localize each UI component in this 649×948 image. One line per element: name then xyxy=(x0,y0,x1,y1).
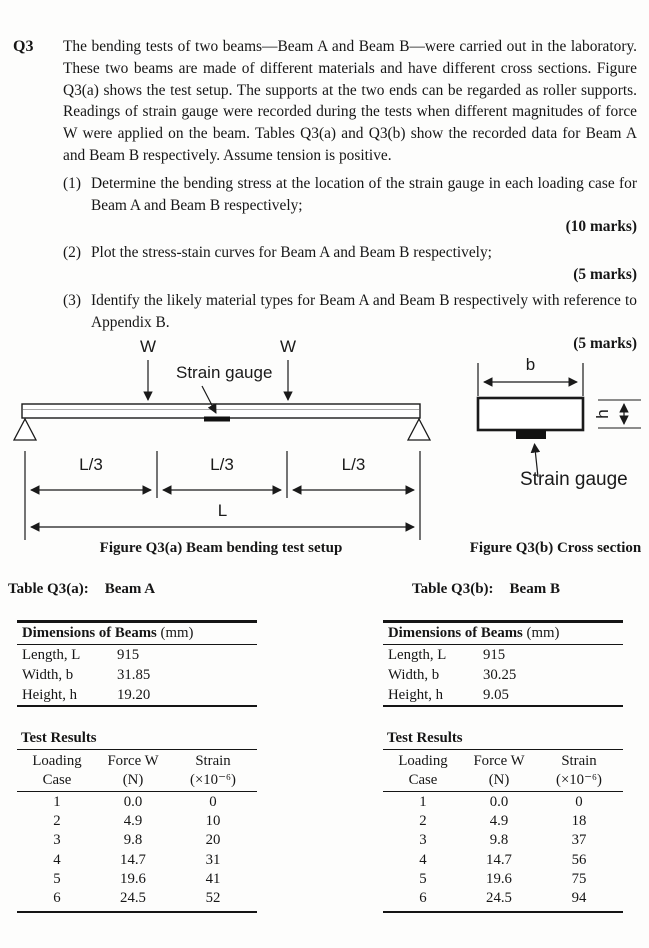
dim-value-cell: 19.20 xyxy=(117,687,151,703)
table-row: 3 9.8 20 xyxy=(53,832,221,849)
table-row: 6 24.5 52 xyxy=(53,889,221,906)
results-header-row xyxy=(17,750,257,792)
dim-label-cell: Width, b xyxy=(22,667,74,683)
table-row: 2 4.9 10 xyxy=(53,813,221,830)
table-row: 6 24.5 94 xyxy=(419,889,587,906)
dimensions-table xyxy=(383,620,623,707)
dimension-row xyxy=(383,645,623,665)
height-label-h: h xyxy=(593,409,612,419)
results-body xyxy=(17,792,257,913)
item-text: Plot the stress-stain curves for Beam A and Beam B respectively; xyxy=(91,244,492,262)
question-item-1 xyxy=(63,173,637,217)
figure-a-caption: Figure Q3(a) Beam bending test setup xyxy=(99,540,343,556)
table-row: 3 9.8 37 xyxy=(419,832,587,849)
cross-section-rect xyxy=(478,398,583,430)
results-table xyxy=(17,730,257,913)
results-body xyxy=(383,792,623,913)
strain-gauge-label-a: Strain gauge xyxy=(176,363,273,382)
results-header-cell: Force W (N) xyxy=(473,753,525,788)
dimensions-header xyxy=(383,623,623,645)
table-title xyxy=(8,581,258,598)
strain-gauge-mark-a xyxy=(204,417,230,422)
strain-gauge-label-b: Strain gauge xyxy=(520,469,628,490)
test-results-label: Test Results xyxy=(383,730,623,750)
results-header-cell: Strain (×10⁻⁶) xyxy=(190,753,236,788)
dim-label-l3-3: L/3 xyxy=(341,455,366,474)
roller-support-right xyxy=(408,419,430,440)
marks-label-2: (5 marks) xyxy=(573,265,637,283)
dim-label-l3-2: L/3 xyxy=(210,455,234,474)
results-table xyxy=(383,730,623,913)
results-header-cell: Loading Case xyxy=(32,753,82,788)
table-beam-a xyxy=(8,581,258,913)
roller-support-left xyxy=(14,419,36,440)
table-row: 2 4.9 18 xyxy=(419,813,587,830)
table-row: 1 0.0 0 xyxy=(53,794,217,810)
dim-value-cell: 30.25 xyxy=(483,667,517,683)
dimension-row xyxy=(383,685,623,705)
item-number: (2) xyxy=(63,244,81,262)
dim-value-cell: 9.05 xyxy=(483,687,509,703)
dimensions-table xyxy=(17,620,257,707)
dimension-row xyxy=(383,665,623,685)
dim-value-cell: 915 xyxy=(483,647,506,663)
question-item-2 xyxy=(63,242,637,264)
dim-label-cell: Length, L xyxy=(22,647,81,663)
strain-gauge-mark-b xyxy=(516,430,546,439)
table-title-name: Beam B xyxy=(509,581,560,597)
dimensions-header-unit: (mm) xyxy=(522,625,560,641)
load-label-1: W xyxy=(139,337,157,356)
dimensions-header-bold: Dimensions of Beams xyxy=(22,625,157,641)
question-number: Q3 xyxy=(13,38,34,55)
results-header-cell: Strain (×10⁻⁶) xyxy=(556,753,602,788)
test-results-label: Test Results xyxy=(17,730,257,750)
dim-label-cell: Height, h xyxy=(388,687,444,703)
table-title-prefix: Table Q3(b): xyxy=(412,581,494,597)
table-row: 4 14.7 31 xyxy=(53,851,221,868)
table-row: 4 14.7 56 xyxy=(419,851,587,868)
dim-label-l3-1: L/3 xyxy=(79,455,103,474)
question-paragraph: The bending tests of two beams—Beam A and Beam B—were carried out in the laboratory. These two beams are made of different materials and have different cross sections. Figure Q3(a) shows the test setup. The supports at the two ends can be regarded as roller supports. Readings of strain gauge were recorded during the tests when different magnitudes of force W were applied on the beam. Tables Q3(a) and Q3(b) show the recorded data for Beam A and Beam B respectively. Assume tension is positive. xyxy=(63,38,637,164)
marks-label-3: (5 marks) xyxy=(573,335,637,353)
item-text: Identify the likely material types for Beam A and Beam B respectively with reference to Appendix B. xyxy=(91,291,637,331)
dim-label-cell: Width, b xyxy=(388,667,440,683)
results-header-row xyxy=(383,750,623,792)
dim-value-cell: 915 xyxy=(117,647,140,663)
beam-rect xyxy=(22,404,420,418)
dim-label-l: L xyxy=(217,501,228,520)
dim-label-cell: Height, h xyxy=(22,687,78,703)
question-body xyxy=(63,36,637,355)
dimension-row xyxy=(17,645,257,665)
dim-label-cell: Length, L xyxy=(388,647,447,663)
item-text: Determine the bending stress at the location of the strain gauge in each loading case for Beam A and Beam B respectively; xyxy=(91,174,637,214)
item-number: (1) xyxy=(63,174,81,192)
dimension-row xyxy=(17,685,257,705)
results-header-cell: Loading Case xyxy=(398,753,448,788)
dimensions-header xyxy=(17,623,257,645)
question-section xyxy=(13,36,637,355)
dimension-row xyxy=(17,665,257,685)
table-title-prefix: Table Q3(a): xyxy=(8,581,89,597)
dimensions-header-unit: (mm) xyxy=(156,625,194,641)
table-title-name: Beam A xyxy=(104,581,156,597)
question-item-3 xyxy=(63,290,637,334)
width-label-b: b xyxy=(525,355,536,374)
results-header-cell: Force W (N) xyxy=(107,753,159,788)
table-row: 5 19.6 41 xyxy=(53,870,221,887)
table-row: 5 19.6 75 xyxy=(419,870,587,887)
dimensions-header-bold: Dimensions of Beams xyxy=(388,625,523,641)
table-beam-b xyxy=(374,581,624,913)
table-row: 1 0.0 0 xyxy=(419,794,583,810)
figure-b-caption: Figure Q3(b) Cross section xyxy=(469,540,642,556)
marks-label-1: (10 marks) xyxy=(565,218,637,236)
table-title xyxy=(412,581,624,598)
load-label-2: W xyxy=(279,337,297,356)
dim-value-cell: 31.85 xyxy=(117,667,151,683)
item-number: (3) xyxy=(63,291,81,309)
